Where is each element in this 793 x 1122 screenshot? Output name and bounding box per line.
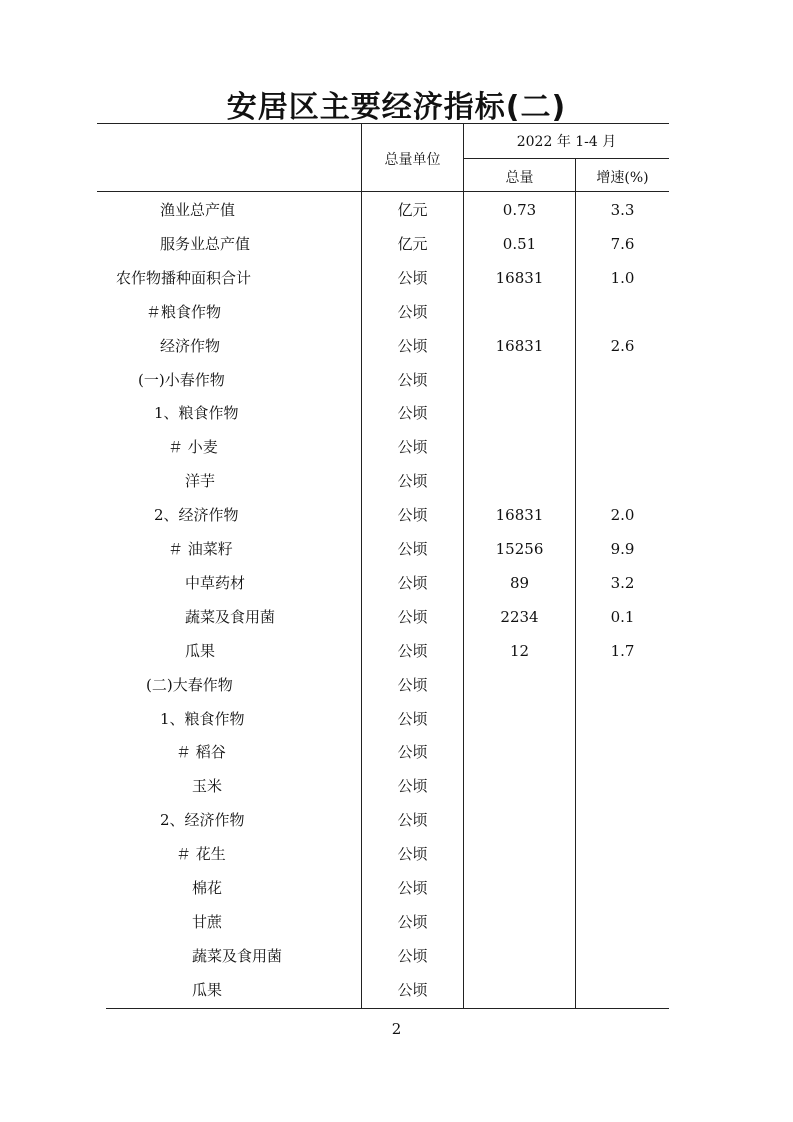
rate-cell: 2.6	[610, 336, 635, 355]
rate-cell: 3.3	[610, 201, 635, 219]
indicator-name: 瓜果	[192, 980, 223, 999]
table-row	[0, 193, 793, 227]
unit-cell: 公顷	[397, 946, 428, 965]
unit-cell: 公顷	[397, 573, 428, 592]
page-number: 2	[391, 1020, 402, 1038]
header-total: 总量	[505, 170, 534, 186]
indicator-name: 瓜果	[185, 641, 216, 660]
indicator-name: 玉米	[192, 777, 223, 796]
total-cell: 12	[509, 641, 530, 660]
indicator-name: 甘蔗	[192, 912, 223, 931]
table-row	[0, 769, 793, 803]
table-row	[0, 973, 793, 1007]
total-cell: 16831	[495, 506, 544, 525]
unit-cell: 公顷	[397, 302, 428, 321]
header-unit: 总量单位	[384, 152, 441, 168]
indicator-name: ＃ 油菜籽	[168, 540, 233, 558]
header-bottom-rule	[97, 191, 669, 192]
indicator-name: ＃ 稻谷	[176, 743, 226, 762]
unit-cell: 公顷	[397, 811, 428, 830]
header-rate: 增速(%)	[596, 170, 649, 186]
table-row	[0, 295, 793, 329]
table-row	[0, 227, 793, 261]
unit-cell: 公顷	[397, 404, 428, 423]
unit-cell: 公顷	[397, 912, 428, 931]
rate-cell: 3.2	[610, 573, 635, 592]
indicator-name: 渔业总产值	[160, 201, 236, 219]
table-bottom-rule	[106, 1008, 669, 1009]
table-row	[0, 329, 793, 363]
unit-cell: 公顷	[397, 268, 428, 287]
unit-cell: 公顷	[397, 370, 428, 389]
rate-cell: 1.7	[610, 641, 635, 660]
rate-cell: 9.9	[610, 540, 635, 558]
indicator-name: 2、经济作物	[154, 506, 239, 525]
table-row	[0, 430, 793, 464]
unit-cell: 公顷	[397, 675, 428, 694]
table-row	[0, 600, 793, 634]
table-row	[0, 905, 793, 939]
rate-cell: 7.6	[610, 234, 635, 253]
table-row	[0, 634, 793, 668]
unit-cell: 公顷	[397, 777, 428, 796]
total-cell: 16831	[495, 268, 544, 287]
unit-cell: 公顷	[397, 506, 428, 525]
table-row	[0, 837, 793, 871]
indicator-name: 2、经济作物	[160, 811, 245, 830]
indicator-name: ＃ 花生	[176, 845, 226, 864]
total-cell: 89	[509, 573, 530, 592]
table-row	[0, 532, 793, 566]
table-row	[0, 566, 793, 600]
total-cell: 2234	[500, 607, 539, 626]
indicator-name: 中草药材	[185, 573, 246, 592]
table-row	[0, 735, 793, 769]
unit-cell: 公顷	[397, 980, 428, 999]
table-row	[0, 668, 793, 702]
page-title: 安居区主要经济指标(二)	[226, 90, 567, 125]
table-row	[0, 702, 793, 736]
rate-cell: 2.0	[610, 506, 635, 525]
indicator-name: 1、粮食作物	[160, 709, 245, 728]
unit-cell: 公顷	[397, 540, 428, 558]
total-cell: 16831	[495, 336, 544, 355]
unit-cell: 公顷	[397, 607, 428, 626]
table-row	[0, 803, 793, 837]
unit-cell: 公顷	[397, 472, 428, 491]
indicator-name: (一)小春作物	[138, 370, 225, 389]
unit-cell: 公顷	[397, 879, 428, 897]
indicator-name: (二)大春作物	[146, 675, 233, 694]
rate-cell: 0.1	[610, 607, 635, 626]
table-row	[0, 396, 793, 430]
unit-cell: 公顷	[397, 743, 428, 762]
unit-cell: 亿元	[397, 234, 428, 253]
indicator-name: 洋芋	[185, 472, 216, 491]
table-row	[0, 261, 793, 295]
table-row	[0, 498, 793, 532]
table-row	[0, 363, 793, 397]
total-cell: 15256	[495, 540, 544, 558]
unit-cell: 公顷	[397, 709, 428, 728]
indicator-name: 经济作物	[160, 336, 221, 355]
total-cell: 0.73	[502, 201, 537, 219]
indicator-name: ＃粮食作物	[146, 302, 222, 321]
table-row	[0, 939, 793, 973]
header-period-rule	[464, 158, 669, 159]
unit-cell: 亿元	[397, 201, 428, 219]
total-cell: 0.51	[502, 234, 537, 253]
unit-cell: 公顷	[397, 336, 428, 355]
unit-cell: 公顷	[397, 845, 428, 864]
indicator-name: 1、粮食作物	[154, 404, 239, 423]
header-period: 2022 年 1-4 月	[516, 134, 617, 150]
table-row	[0, 464, 793, 498]
unit-cell: 公顷	[397, 438, 428, 457]
indicator-name: 农作物播种面积合计	[116, 268, 252, 287]
indicator-name: 棉花	[192, 879, 223, 897]
rate-cell: 1.0	[610, 268, 635, 287]
table-top-rule	[97, 123, 669, 124]
indicator-name: 蔬菜及食用菌	[185, 607, 276, 626]
indicator-name: 蔬菜及食用菌	[192, 946, 283, 965]
indicator-name: ＃ 小麦	[168, 438, 218, 457]
table-row	[0, 871, 793, 905]
unit-cell: 公顷	[397, 641, 428, 660]
indicator-name: 服务业总产值	[160, 234, 251, 253]
